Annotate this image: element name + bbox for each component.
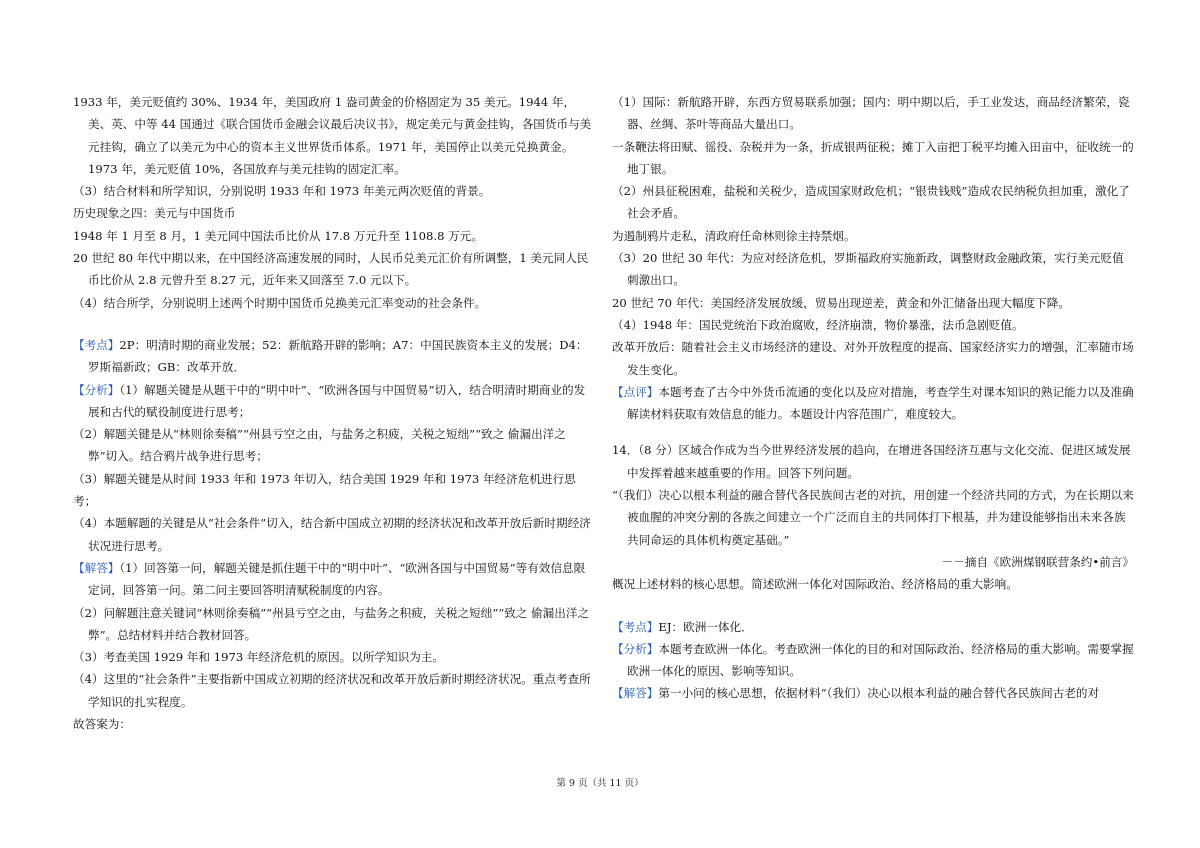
question-3: （3）结合材料和所学知识，分别说明 1933 年和 1973 年美元两次贬值的背景。 [73,184,491,199]
dianping-section [612,381,1134,426]
question-14: 14．（8 分）区域合作成为当今世界经济发展的趋向，在增进各国经济互惠与文化交流、促进区域发展中发挥着越来越重要的作用。回答下列问题。 [612,443,1131,480]
jieda-text-4: （4）这里的“社会条件”主要指新中国成立初期的经济状况和改革开放后新时期经济状况。重点考查所学知识的扎实程度。 [73,672,591,709]
quote-material: “（我们）决心以根本利益的融合替代各民族间古老的对抗，用创建一个经济共同的方式，为在长期以来被血腥的冲突分割的各族之间建立一个广泛而自主的共同体打下根基，并为建设能够指出未来各族共同命运的具体机构奠定基础。” [612,488,1134,547]
kaodian-section-2 [612,616,1134,638]
kaodian-text-2: EJ：欧洲一体化． [658,619,753,634]
jieda-section [73,557,593,602]
question-14-task: 概况上述材料的核心思想。简述欧洲一体化对国际政治、经济格局的重大影响。 [612,577,1018,592]
spacer [612,425,1134,439]
fenxi-text-2b: 本题考查欧洲一体化。考查欧洲一体化的目的和对国际政治、经济格局的重大影响。需要掌握欧洲一体化的原因、影响等知识。 [627,641,1134,679]
fenxi-tag: 【分析】 [73,382,120,397]
jieda-text-2: （2）问解题注意关键词“林则徐奏稿”“州县亏空之由，与盐务之积疲，关税之短绌”“致之 偷漏出洋之弊”。总结材料并结合教材回答。 [73,605,590,642]
answer-2: （2）州县征税困难，盐税和关税少，造成国家财政危机；“银贵钱贱”造成农民纳税负担加重，激化了社会矛盾。 [612,184,1130,221]
jieda-text-3: （3）考查美国 1929 年和 1973 年经济危机的原因。以所学知识为主。 [73,650,444,665]
jieda-text-2b: 第一小问的核心思想，依据材料“（我们）决心以根本利益的融合替代各民族间古老的对 [658,686,1100,701]
fenxi-section-2 [612,638,1134,683]
jieda-section-2 [612,682,1134,704]
jieda-tag-2: 【解答】 [612,686,659,701]
spacer [73,314,593,334]
quote-source: －－摘自《欧洲煤钢联营条约•前言》 [941,554,1134,569]
answer-4-reform: 改革开放后：随着社会主义市场经济的建设、对外开放程度的提高、国家经济实力的增强，汇率随市场发生变化。 [612,340,1134,377]
material-1948: 1948 年 1 月至 8 月，1 美元同中国法币比价从 17.8 万元升至 1108.8 万元。 [73,228,483,243]
page-footer: 第 9 页（共 11 页） [556,778,644,789]
answer-1-tax: 一条鞭法将田赋、徭役、杂税并为一条，折成银两征税；摊丁入亩把丁税平均摊入田亩中，征收统一的地丁银。 [612,139,1134,176]
answer-3: （3）20 世纪 30 年代：为应对经济危机，罗斯福政府实施新政，调整财政金融政策，实行美元贬值刺激出口。 [612,251,1124,288]
kaodian-tag-2: 【考点】 [612,619,659,634]
fenxi-text-1: （1）解题关键是从题干中的“明中叶”、“欧洲各国与中国贸易”切入，结合明清时期商业的发展和古代的赋役制度进行思考； [88,382,586,419]
fenxi-tag-2: 【分析】 [612,641,659,656]
material-paragraph: 1933 年，美元贬值约 30%、1934 年，美国政府 1 盎司黄金的价格固定为 35 美元。1944 年，美、英、中等 44 国通过《联合国货币金融会议最后决议书》，规定美元与黄金挂钩，各国货币与美元挂钩，确立了以美元为中心的资本主义世界货币体系。1971 年，美国停止以美元兑换黄金。1973 年，美元贬值 10%，各国放弃与美元挂钩的固定汇率。 [73,95,592,176]
jieda-tag: 【解答】 [73,560,120,575]
kaodian-section [73,334,593,379]
material-1980s: 20 世纪 80 年代中期以来，在中国经济高速发展的同时，人民币兑美元汇价有所调整，1 美元同人民币比价从 2.8 元曾升至 8.27 元，近年来又回落至 7.0 元以下。 [73,251,589,288]
answer-3-1970s: 20 世纪 70 年代：美国经济发展放缓，贸易出现逆差，黄金和外汇储备出现大幅度下降。 [612,295,1070,310]
spacer [612,596,1134,616]
answer-4: （4）1948 年：国民党统治下政治腐败，经济崩溃，物价暴涨，法币急剧贬值。 [612,317,1024,332]
phenomenon-4-heading: 历史现象之四：美元与中国货币 [73,206,236,221]
fenxi-text-2: （2）解题关键是从“林则徐奏稿”“州县亏空之由，与盐务之积疲，关税之短绌”“致之 偷漏出洋之弊”切入。结合鸦片战争进行思考； [73,427,566,464]
left-column [73,91,593,735]
answer-2-ban: 为遏制鸦片走私，清政府任命林则徐主持禁烟。 [612,228,856,243]
right-column [612,91,1134,705]
kaodian-text: 2P：明清时期的商业发展；52：新航路开辟的影响；A7：中国民族资本主义的发展；D4：罗斯福新政；GB：改革开放． [88,337,588,375]
fenxi-section [73,379,593,424]
dianping-text: 本题考查了古今中外货币流通的变化以及应对措施，考查学生对课本知识的熟记能力以及准确解读材料获取有效信息的能力。本题设计内容范围广，难度较大。 [627,384,1134,422]
answer-lead: 故答案为： [73,717,131,732]
fenxi-text-4: （4）本题解题的关键是从“社会条件”切入，结合新中国成立初期的经济状况和改革开放后新时期经济状况进行思考。 [73,516,591,553]
answer-1: （1）国际：新航路开辟，东西方贸易联系加强；国内：明中期以后，手工业发达，商品经济繁荣，瓷器、丝绸、茶叶等商品大量出口。 [612,95,1130,132]
question-4: （4）结合所学，分别说明上述两个时期中国货币兑换美元汇率变动的社会条件。 [73,295,487,310]
dianping-tag: 【点评】 [612,384,659,399]
fenxi-text-3: （3）解题关键是从时间 1933 年和 1973 年切入，结合美国 1929 年和 1973 年经济危机进行思考； [73,471,576,509]
kaodian-tag: 【考点】 [73,337,120,352]
jieda-text-1: （1）回答第一问，解题关键是抓住题干中的“明中叶”、“欧洲各国与中国贸易”等有效信息限定词，回答第一问。第二问主要回答明清赋税制度的内容。 [88,560,586,598]
